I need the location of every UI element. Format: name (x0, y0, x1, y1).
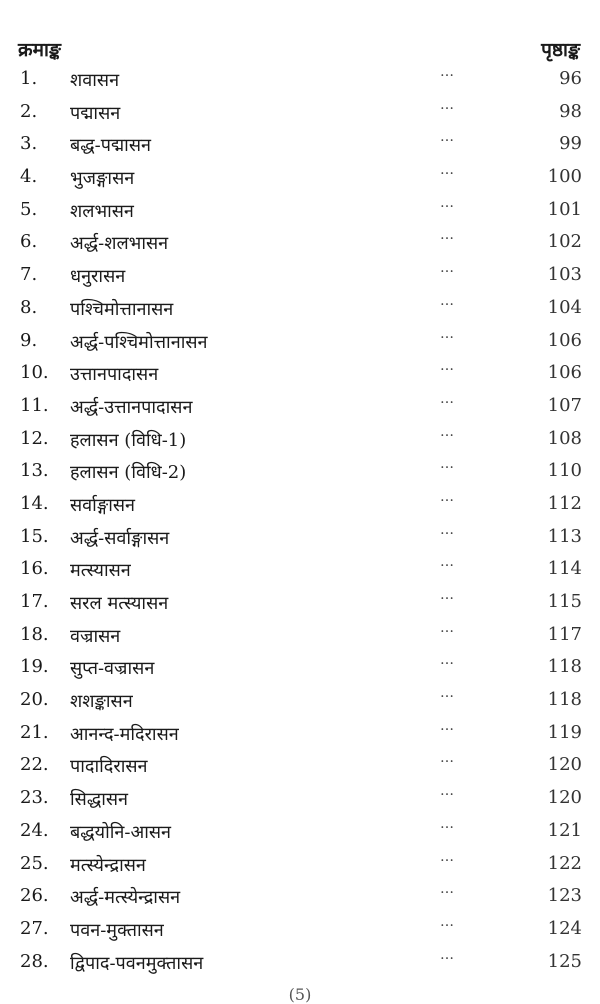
toc-entry-leader: … (440, 521, 455, 538)
toc-entry-title: पवन-मुक्तासन (70, 919, 164, 941)
toc-entry-number: 12. (20, 427, 49, 449)
toc-entry-title: उत्तानपादासन (70, 364, 159, 386)
toc-entry-number: 10. (20, 362, 49, 384)
toc-entry-title: हलासन (विधि-1) (70, 429, 187, 451)
toc-entry-leader: … (440, 913, 455, 930)
toc-row (0, 487, 600, 520)
toc-entry-title: पश्चिमोत्तानासन (70, 298, 174, 320)
toc-entry-number: 21. (20, 721, 49, 743)
toc-entry-number: 11. (20, 394, 49, 416)
toc-entry-page: 99 (559, 133, 582, 155)
toc-entry-number: 28. (20, 950, 49, 972)
toc-entry-page: 118 (547, 656, 582, 678)
toc-entry-title: अर्द्ध-उत्तानपादासन (70, 396, 193, 418)
toc-entry-number: 17. (20, 591, 49, 612)
toc-entry-leader: … (440, 881, 455, 898)
toc-entry-title: आनन्द-मदिरासन (70, 723, 179, 745)
toc-row (0, 585, 600, 618)
toc-row (0, 912, 600, 945)
toc-entry-number: 23. (20, 787, 49, 809)
toc-row (0, 127, 600, 160)
page-number-heading: पृष्ठाङ्क (541, 39, 580, 61)
toc-row (0, 193, 600, 226)
toc-entry-leader: … (440, 96, 455, 113)
toc-entry-page: 96 (559, 68, 582, 89)
toc-row (0, 291, 600, 324)
toc-row (0, 552, 600, 585)
toc-row (0, 422, 600, 455)
toc-entry-title: शलभासन (70, 200, 134, 222)
toc-entry-leader: … (440, 946, 455, 963)
toc-entry-number: 7. (20, 264, 38, 286)
toc-entry-title: मत्स्यासन (70, 560, 131, 582)
toc-row (0, 454, 600, 487)
toc-entry-page: 120 (547, 754, 582, 776)
serial-number-heading: क्रमाङ्क (18, 39, 61, 61)
toc-entry-leader: … (440, 292, 455, 309)
toc-entry-number: 15. (20, 525, 49, 547)
toc-entry-title: बद्ध-पद्मासन (70, 135, 151, 157)
toc-entry-number: 19. (20, 656, 49, 678)
toc-entry-title: अर्द्ध-पश्चिमोत्तानासन (70, 331, 208, 353)
toc-entry-leader: … (440, 815, 455, 832)
toc-entry-title: धनुरासन (70, 266, 126, 288)
toc-entry-number: 25. (20, 852, 49, 874)
toc-entry-page: 110 (547, 460, 582, 482)
toc-entry-title: बद्धयोनि-आसन (70, 821, 172, 843)
toc-row (0, 683, 600, 716)
toc-entry-title: भुजङ्गासन (70, 168, 135, 190)
toc-entry-number: 1. (20, 68, 38, 89)
toc-row (0, 847, 600, 880)
toc-row (0, 95, 600, 128)
toc-entry-title: अर्द्ध-शलभासन (70, 233, 169, 255)
toc-entry-page: 102 (547, 231, 582, 253)
toc-entry-page: 98 (559, 100, 582, 122)
toc-entry-page: 125 (547, 950, 582, 972)
toc-entry-title: द्विपाद-पवनमुक्तासन (70, 952, 204, 974)
contents-header (18, 30, 580, 66)
toc-entry-page: 121 (547, 819, 582, 841)
toc-entry-page: 106 (547, 329, 582, 351)
toc-entry-number: 22. (20, 754, 49, 776)
toc-row (0, 356, 600, 389)
toc-entry-number: 2. (20, 100, 38, 122)
toc-entry-page: 100 (547, 166, 582, 188)
toc-entry-page: 115 (547, 591, 582, 612)
toc-entry-page: 119 (547, 721, 582, 743)
toc-entry-leader: … (440, 488, 455, 505)
toc-entry-page: 124 (547, 917, 582, 939)
toc-entry-page: 103 (547, 264, 582, 286)
toc-row (0, 781, 600, 814)
toc-entry-leader: … (440, 129, 455, 146)
toc-entry-page: 112 (547, 492, 582, 514)
toc-row (0, 225, 600, 258)
toc-entry-page: 104 (547, 296, 582, 318)
toc-entry-page: 107 (547, 394, 582, 416)
toc-entry-title: सरल मत्स्यासन (70, 593, 169, 614)
toc-row (0, 62, 600, 95)
toc-entry-page: 113 (547, 525, 582, 547)
toc-entry-title: सुप्त-वज्रासन (70, 658, 155, 680)
toc-entry-page: 101 (547, 198, 582, 220)
toc-entry-page: 108 (547, 427, 582, 449)
toc-entry-leader: … (440, 325, 455, 342)
toc-entry-page: 118 (547, 689, 582, 711)
toc-entry-leader: … (440, 162, 455, 179)
toc-entry-title: पद्मासन (70, 102, 121, 124)
toc-entry-page: 123 (547, 885, 582, 907)
toc-entry-page: 120 (547, 787, 582, 809)
toc-entry-title: सिद्धासन (70, 789, 129, 811)
toc-row (0, 945, 600, 978)
toc-entry-page: 117 (547, 623, 582, 645)
toc-entry-leader: … (440, 260, 455, 277)
toc-entry-title: पादादिरासन (70, 756, 148, 778)
toc-entry-leader: … (440, 717, 455, 734)
toc-entry-leader: … (440, 423, 455, 440)
toc-entry-title: मत्स्येन्द्रासन (70, 854, 146, 876)
toc-entry-number: 3. (20, 133, 38, 155)
toc-entry-leader: … (440, 64, 455, 80)
toc-entry-number: 9. (20, 329, 38, 351)
toc-entry-title: शवासन (70, 70, 120, 91)
toc-row (0, 520, 600, 553)
toc-entry-number: 8. (20, 296, 38, 318)
toc-row (0, 389, 600, 422)
toc-entry-number: 16. (20, 558, 49, 580)
toc-entry-leader: … (440, 750, 455, 767)
toc-entry-leader: … (440, 554, 455, 571)
toc-entry-leader: … (440, 456, 455, 473)
toc-entry-leader: … (440, 652, 455, 669)
toc-entry-number: 5. (20, 198, 38, 220)
toc-entry-number: 6. (20, 231, 38, 253)
toc-entry-leader: … (440, 227, 455, 244)
toc-entry-page: 122 (547, 852, 582, 874)
toc-entry-title: हलासन (विधि-2) (70, 462, 187, 484)
toc-row (0, 748, 600, 781)
toc-entry-number: 27. (20, 917, 49, 939)
toc-entry-page: 106 (547, 362, 582, 384)
page-footer-number: (5) (288, 985, 312, 1004)
toc-entry-title: वज्रासन (70, 625, 121, 647)
toc-row (0, 618, 600, 651)
toc-entry-title: शशङ्कासन (70, 691, 133, 713)
toc-entry-leader: … (440, 783, 455, 800)
toc-entry-number: 26. (20, 885, 49, 907)
toc-entry-number: 20. (20, 689, 49, 711)
toc-row (0, 160, 600, 193)
toc-entry-page: 114 (547, 558, 582, 580)
toc-entry-leader: … (440, 390, 455, 407)
toc-row (0, 879, 600, 912)
toc-entry-number: 4. (20, 166, 38, 188)
toc-entry-leader: … (440, 358, 455, 375)
toc-entry-leader: … (440, 848, 455, 865)
toc-entry-leader: … (440, 685, 455, 702)
table-of-contents (0, 62, 600, 977)
toc-entry-leader: … (440, 619, 455, 636)
toc-entry-number: 18. (20, 623, 49, 645)
toc-entry-title: अर्द्ध-मत्स्येन्द्रासन (70, 887, 181, 909)
toc-row (0, 258, 600, 291)
toc-entry-number: 13. (20, 460, 49, 482)
toc-row (0, 814, 600, 847)
toc-entry-title: अर्द्ध-सर्वाङ्गासन (70, 527, 170, 549)
toc-row (0, 324, 600, 357)
toc-entry-leader: … (440, 587, 455, 603)
toc-entry-number: 14. (20, 492, 49, 514)
toc-entry-number: 24. (20, 819, 49, 841)
toc-entry-title: सर्वाङ्गासन (70, 494, 136, 516)
toc-entry-leader: … (440, 194, 455, 211)
toc-row (0, 650, 600, 683)
toc-row (0, 716, 600, 749)
